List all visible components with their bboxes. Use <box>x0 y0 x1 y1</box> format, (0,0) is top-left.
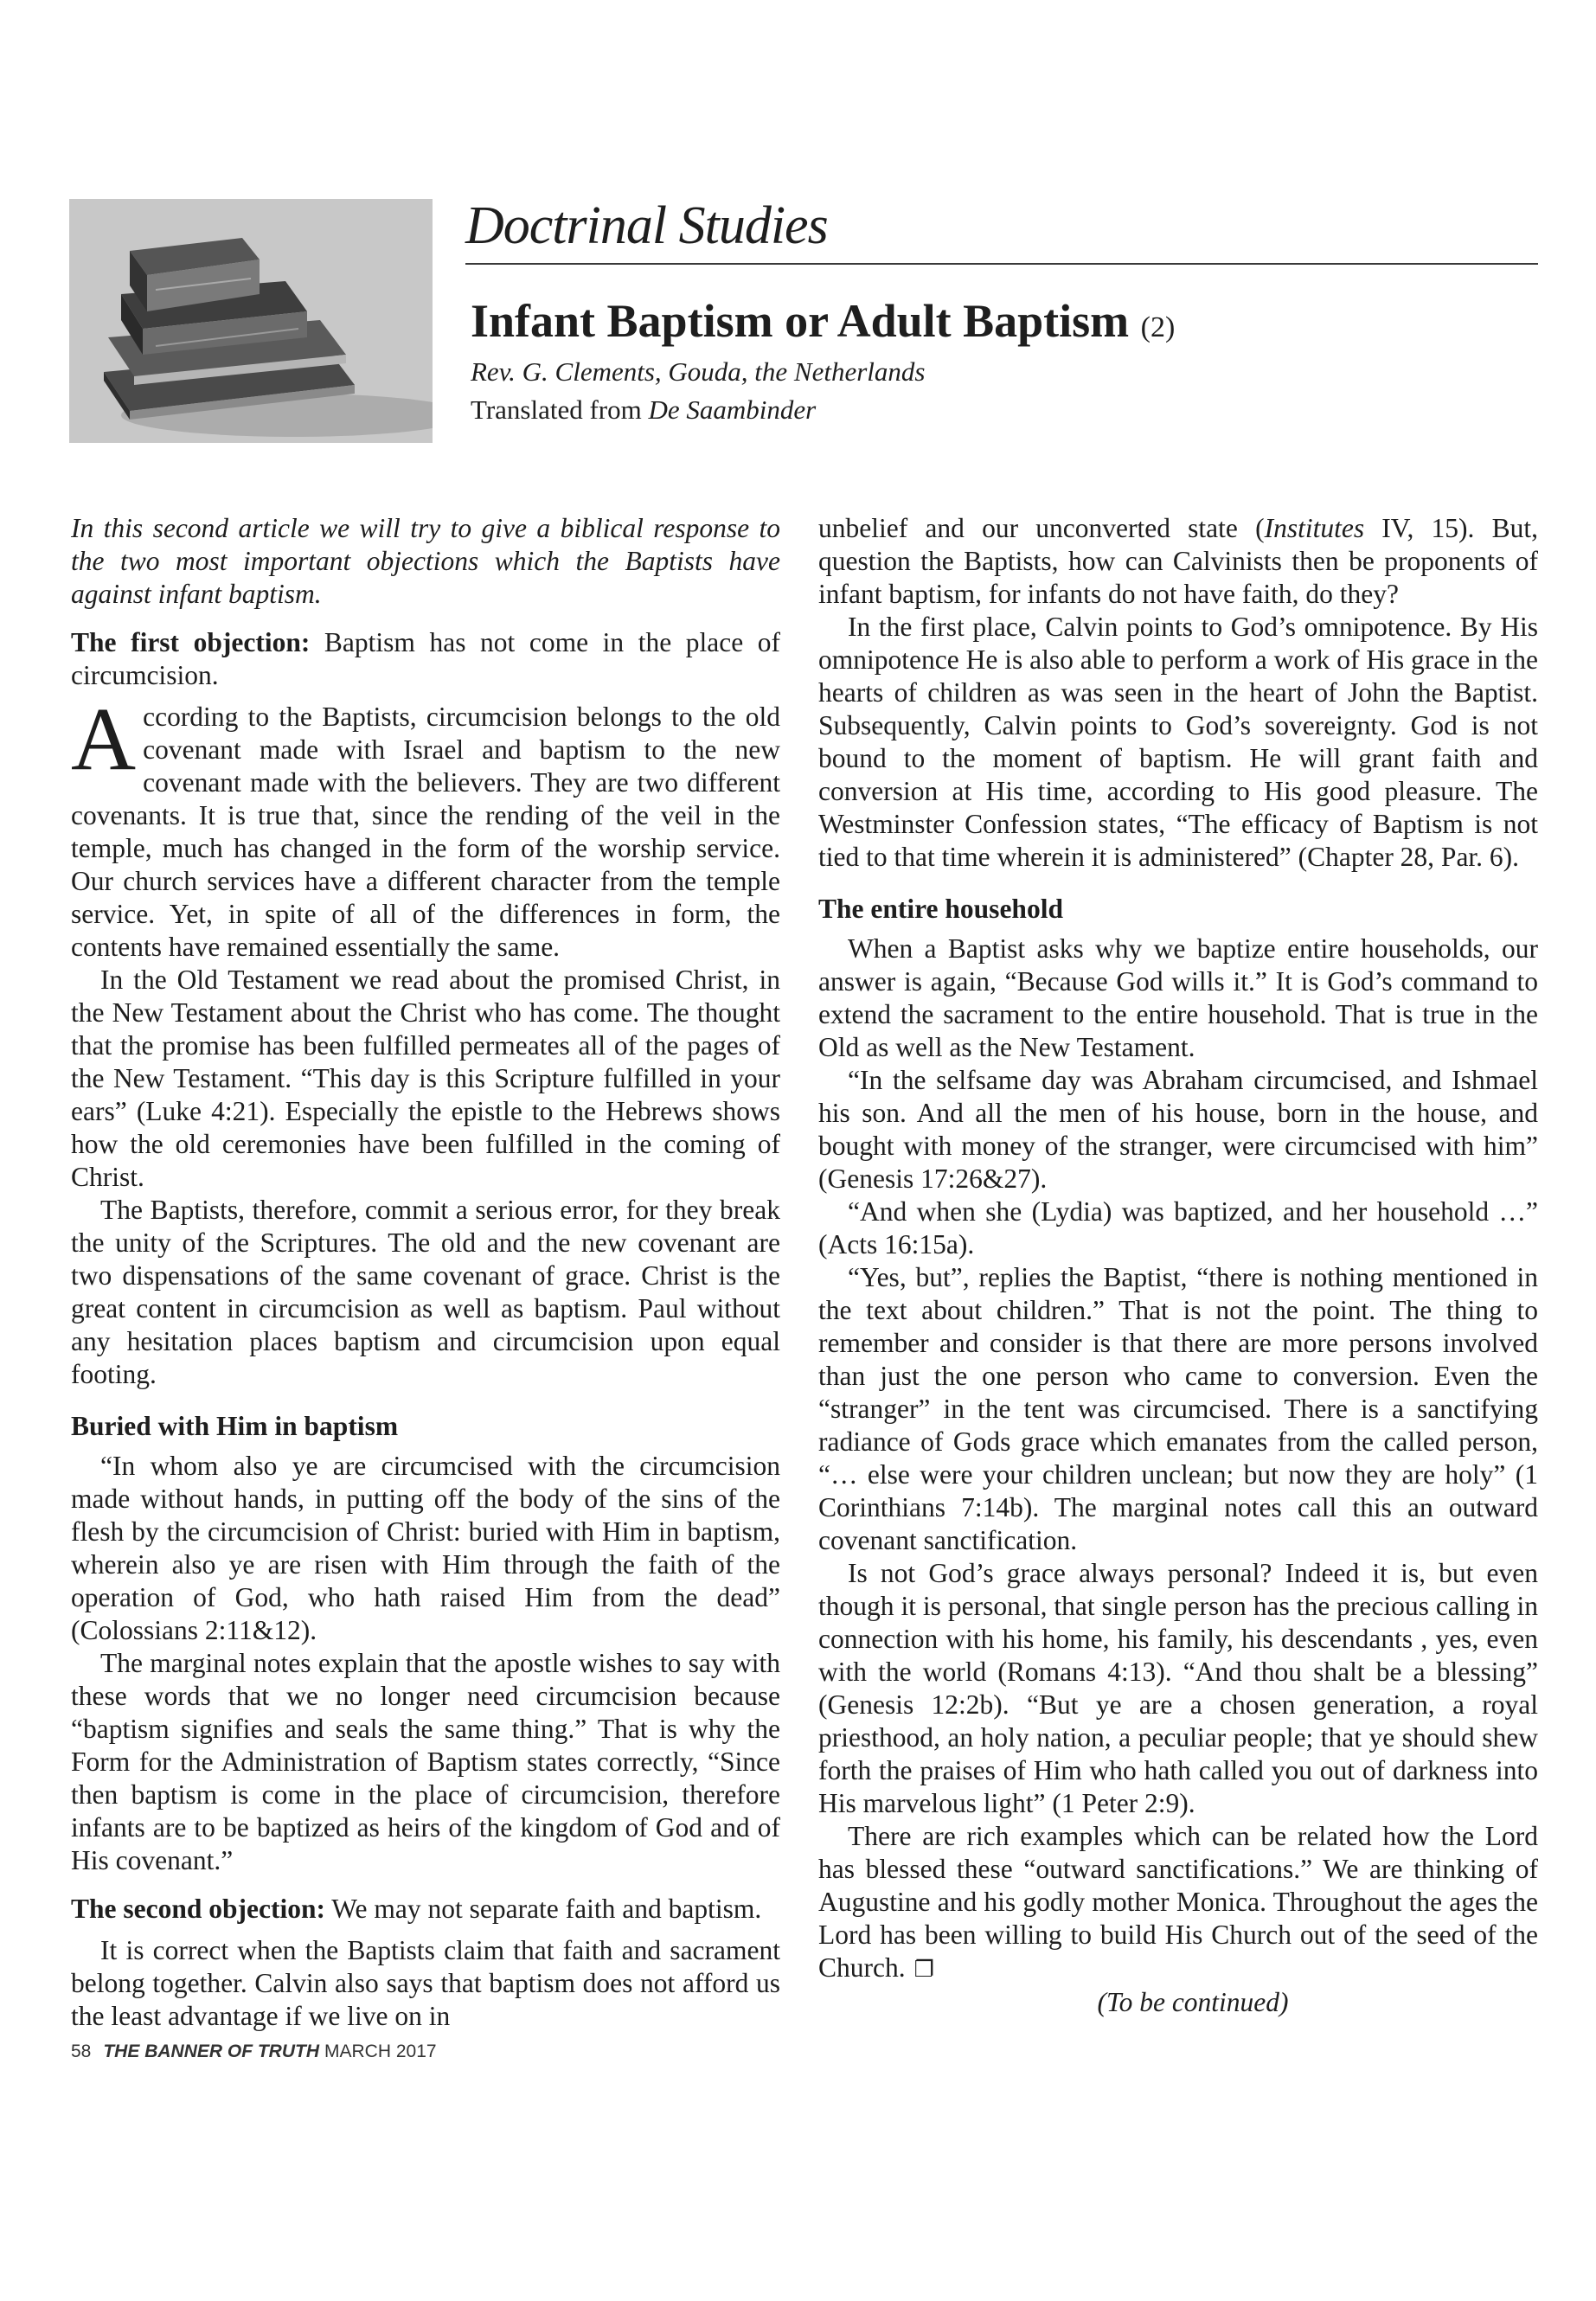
body-text: IV, 15). But, question the Baptists, how can Calvinists then be proponents of infant baptism, for infants do not have faith, do they? <box>818 513 1539 609</box>
body-paragraph: The marginal notes explain that the apostle wishes to say with these words that we no longer need circumcision because “baptism signifies and seals the same thing.” That is why the Form for the Administration of Baptism states correctly, “Since then baptism is come in the place of circumcision, therefore infants are to be baptized as heirs of the kingdom of God and of His covenant.” <box>71 1648 780 1875</box>
subheading-buried-with-him: Buried with Him in baptism <box>71 1411 399 1441</box>
first-objection-label: The first objection: <box>71 627 311 657</box>
body-paragraph <box>818 512 1538 611</box>
second-objection-label: The second objection: <box>71 1894 325 1924</box>
left-column <box>71 512 780 2033</box>
translated-prefix: Translated from <box>471 394 649 425</box>
body-paragraph: When a Baptist asks why we baptize entire households, our answer is again, “Because God wills it.” It is God’s command to extend the sacrament to the entire household. That is true in the Old as well as the New Testament. <box>818 933 1538 1062</box>
right-column <box>818 512 1538 2019</box>
end-of-article-icon: ❐ <box>913 1957 934 1983</box>
to-be-continued: (To be continued) <box>1097 1987 1289 2017</box>
article-title <box>471 294 1175 348</box>
body-paragraph: “And when she (Lydia) was baptized, and her household …” (Acts 16:15a). <box>818 1196 1538 1259</box>
translated-source: De Saambinder <box>648 394 817 425</box>
body-paragraph: Is not God’s grace always personal? Indeed it is, but even though it is personal, that single person has the precious calling in connection with his home, his family, his descendants , yes, even with the world (Romans 4:13). “And thou shalt be a blessing” (Genesis 12:2b). “But ye are a chosen generation, a royal priesthood, an holy nation, a peculiar people; that ye should shew forth the praises of Him who hath called you out of darkness into His marvelous light” (1 Peter 2:9). <box>818 1558 1538 1818</box>
issue-date: MARCH 2017 <box>324 2041 437 2061</box>
body-paragraph <box>71 689 780 964</box>
body-text: unbelief and our unconverted state ( <box>818 513 1265 543</box>
page-number: 58 <box>71 2041 92 2061</box>
stacked-books-photo <box>69 199 433 443</box>
body-paragraph: “In the selfsame day was Abraham circumcised, and Ishmael his son. And all the men of his house, born in the house, and bought with money of the stranger, were circumcised with him” (Genesis 17:26&27). <box>818 1065 1538 1194</box>
body-text: There are rich examples which can be related how the Lord has blessed these “outward sanctifications.” We are thinking of Augustine and his godly mother Monica. Throughout the ages the Lord has been willing to build His Church out of the seed of the Church. <box>818 1821 1538 1983</box>
body-paragraph: The Baptists, therefore, commit a serious error, for they break the unity of the Scriptures. The old and the new covenant are two dispensations of the same covenant of grace. Christ is the great content in circumcision as well as baptism. Paul without any hesitation places baptism and circumcision upon equal footing. <box>71 1195 780 1389</box>
second-objection <box>71 1893 780 1926</box>
body-paragraph: “Yes, but”, replies the Baptist, “there is nothing mentioned in the text about children.” That is not the point. The thing to remember and consider is that there are more persons involved than just the one person who came to conversion. Even the “stranger” in the tent was circumcised. There is a sanctifying radiance of Gods grace which emanates from the called person, “… else were your children unclean; but now they are holy” (1 Corinthians 7:14b). The marginal notes call this an outward covenant sanctification. <box>818 1262 1538 1555</box>
publication-name: THE BANNER OF TRUTH <box>103 2041 320 2061</box>
body-paragraph <box>818 1820 1538 1986</box>
section-divider <box>465 263 1538 265</box>
body-paragraph: In the first place, Calvin points to God’s omnipotence. By His omnipotence He is also able to perform a work of His grace in the hearts of children as was seen in the heart of John the Baptist. Subsequently, Calvin points to God’s sovereignty. God is not bound to the moment of baptism. He will grant faith and conversion at His time, according to His good pleasure. The Westminster Confession states, “The efficacy of Baptism is not tied to that time wherein it is administered” (Chapter 28, Par. 6). <box>818 612 1538 872</box>
first-objection-text: Baptism has not come in the place of circumcision. <box>71 627 780 690</box>
byline <box>471 353 925 429</box>
article-title-text: Infant Baptism or Adult Baptism <box>471 295 1130 347</box>
article-part-number: (2) <box>1140 311 1176 343</box>
body-paragraph: “In whom also ye are circumcised with the circumcision made without hands, in putting off the body of the sins of the flesh by the circumcision of Christ: buried with Him in baptism, wherein also ye are risen with Him through the faith of the operation of God, who hath raised Him from the dead” (Colossians 2:11&12). <box>71 1451 780 1645</box>
subheading-entire-household: The entire household <box>818 894 1063 924</box>
first-objection <box>71 626 780 692</box>
drop-cap: A <box>71 689 137 789</box>
section-title: Doctrinal Studies <box>465 196 828 255</box>
page-footer <box>71 2041 437 2062</box>
body-paragraph: It is correct when the Baptists claim that faith and sacrament belong together. Calvin also says that baptism does not afford us the least advantage if we live on in <box>71 1935 780 2031</box>
second-objection-text: We may not separate faith and baptism. <box>325 1894 762 1924</box>
body-paragraph: In the Old Testament we read about the promised Christ, in the New Testament about the Christ who has come. The thought that the promise has been fulfilled permeates all of the pages of the New Testament. “This day is this Scripture fulfilled in your ears” (Luke 4:21). Especially the epistle to the Hebrews shows how the old ceremonies have been fulfilled in the coming of Christ. <box>71 965 780 1192</box>
institutes-title: Institutes <box>1264 513 1365 543</box>
intro-paragraph: In this second article we will try to give a biblical response to the two most important objections which the Baptists have against infant baptism. <box>71 513 780 609</box>
author-line: Rev. G. Clements, Gouda, the Netherlands <box>471 356 926 387</box>
body-text: ccording to the Baptists, circumcision belongs to the old covenant made with Israel and baptism to the new covenant made with the believers. They are two different covenants. It is true that, since the rending of the veil in the temple, much has changed in the form of the worship service. Our church services have a different character from the temple service. Yet, in spite of all of the differences in form, the contents have remained essentially the same. <box>71 702 780 962</box>
